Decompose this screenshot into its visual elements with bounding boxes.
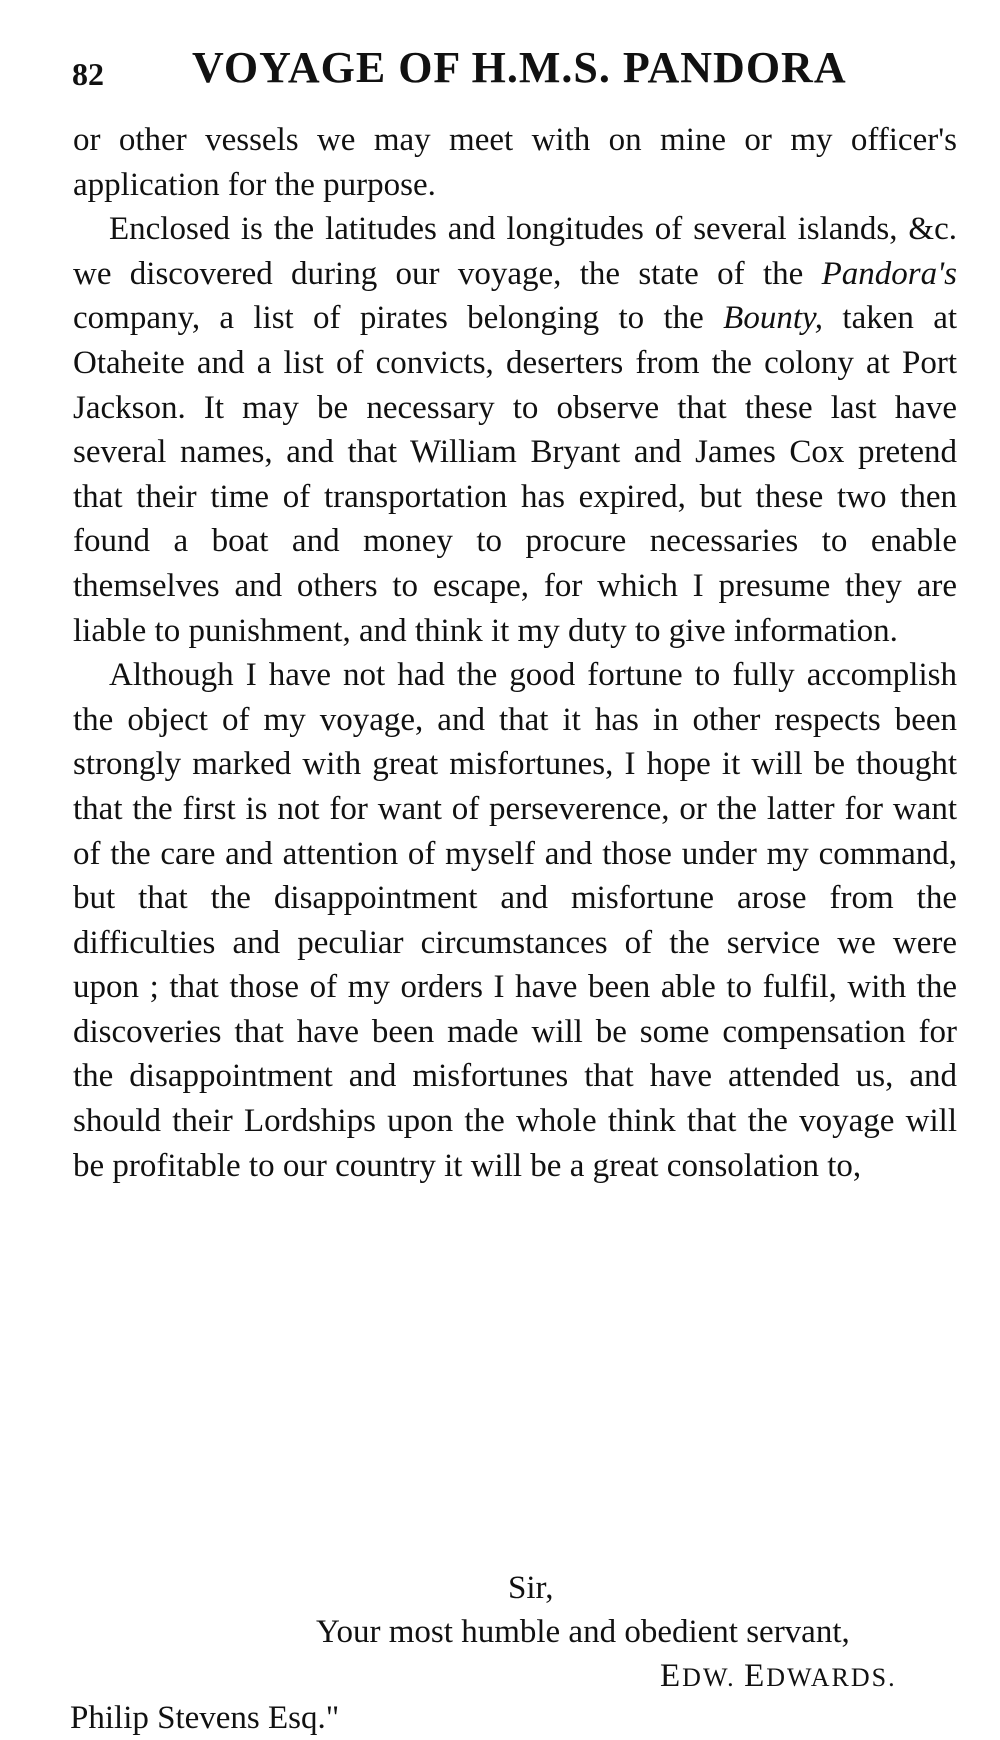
paragraph-text: company, a list of pirates belonging to the [73, 300, 724, 337]
closing-salutation: Sir, [508, 1570, 554, 1606]
paragraph-although: Although I have not had the good fortune to fully accomplish the object of my voyage, and that it has in other respects been strongly marked with great misfortunes, I hope it will be thought that the first is not for want of perseverence, or the latter for want of the care and attention of myself and those under my command, but that the disappointment and misfortune arose from the difficulties and peculiar circumstances of the service we were upon ; that those of my orders I have been able to fulfil, with the discoveries that have been made will be some compensation for the disappointment and misfortunes that have attended us, and should their Lordships upon the whole think that the voyage will be profitable to our country it will be a great consolation to, [73, 657, 957, 1184]
paragraph-enclosed [73, 207, 957, 653]
running-head: VOYAGE OF H.M.S. PANDORA [192, 43, 847, 92]
paragraph-continuation: or other vessels we may meet with on mine or my officer's application for the purpose. [73, 122, 957, 203]
closing-valediction: Your most humble and obedient servant, [316, 1614, 850, 1650]
paragraph-text: Enclosed is the latitudes and longitudes of several islands, &c. we discovered during our voyage, the state of the [73, 211, 957, 292]
signature-initial: E [744, 1658, 767, 1694]
addressee: Philip Stevens Esq." [70, 1700, 340, 1736]
signature [660, 1654, 897, 1700]
ship-name-bounty: Bounty, [723, 300, 824, 337]
ship-name-pandora: Pandora's [821, 255, 957, 292]
body-text [73, 118, 957, 1188]
page-number: 82 [72, 56, 104, 92]
page-header [72, 42, 952, 102]
paragraph-text: taken at Otaheite and a list of convicts, deserters from the colony at Port Jackson. It may be necessary to observe that these last have several names, and that William Bryant and James Cox pretend that their time of transportation has expired, but these two then found a boat and money to procure necessaries to enable themselves and others to escape, for which I presume they are liable to punishment, and think it my duty to give information. [73, 300, 958, 649]
signature-text: DW. [682, 1663, 745, 1692]
signature-text: DWARDS. [766, 1663, 897, 1692]
signature-initial: E [660, 1658, 683, 1694]
